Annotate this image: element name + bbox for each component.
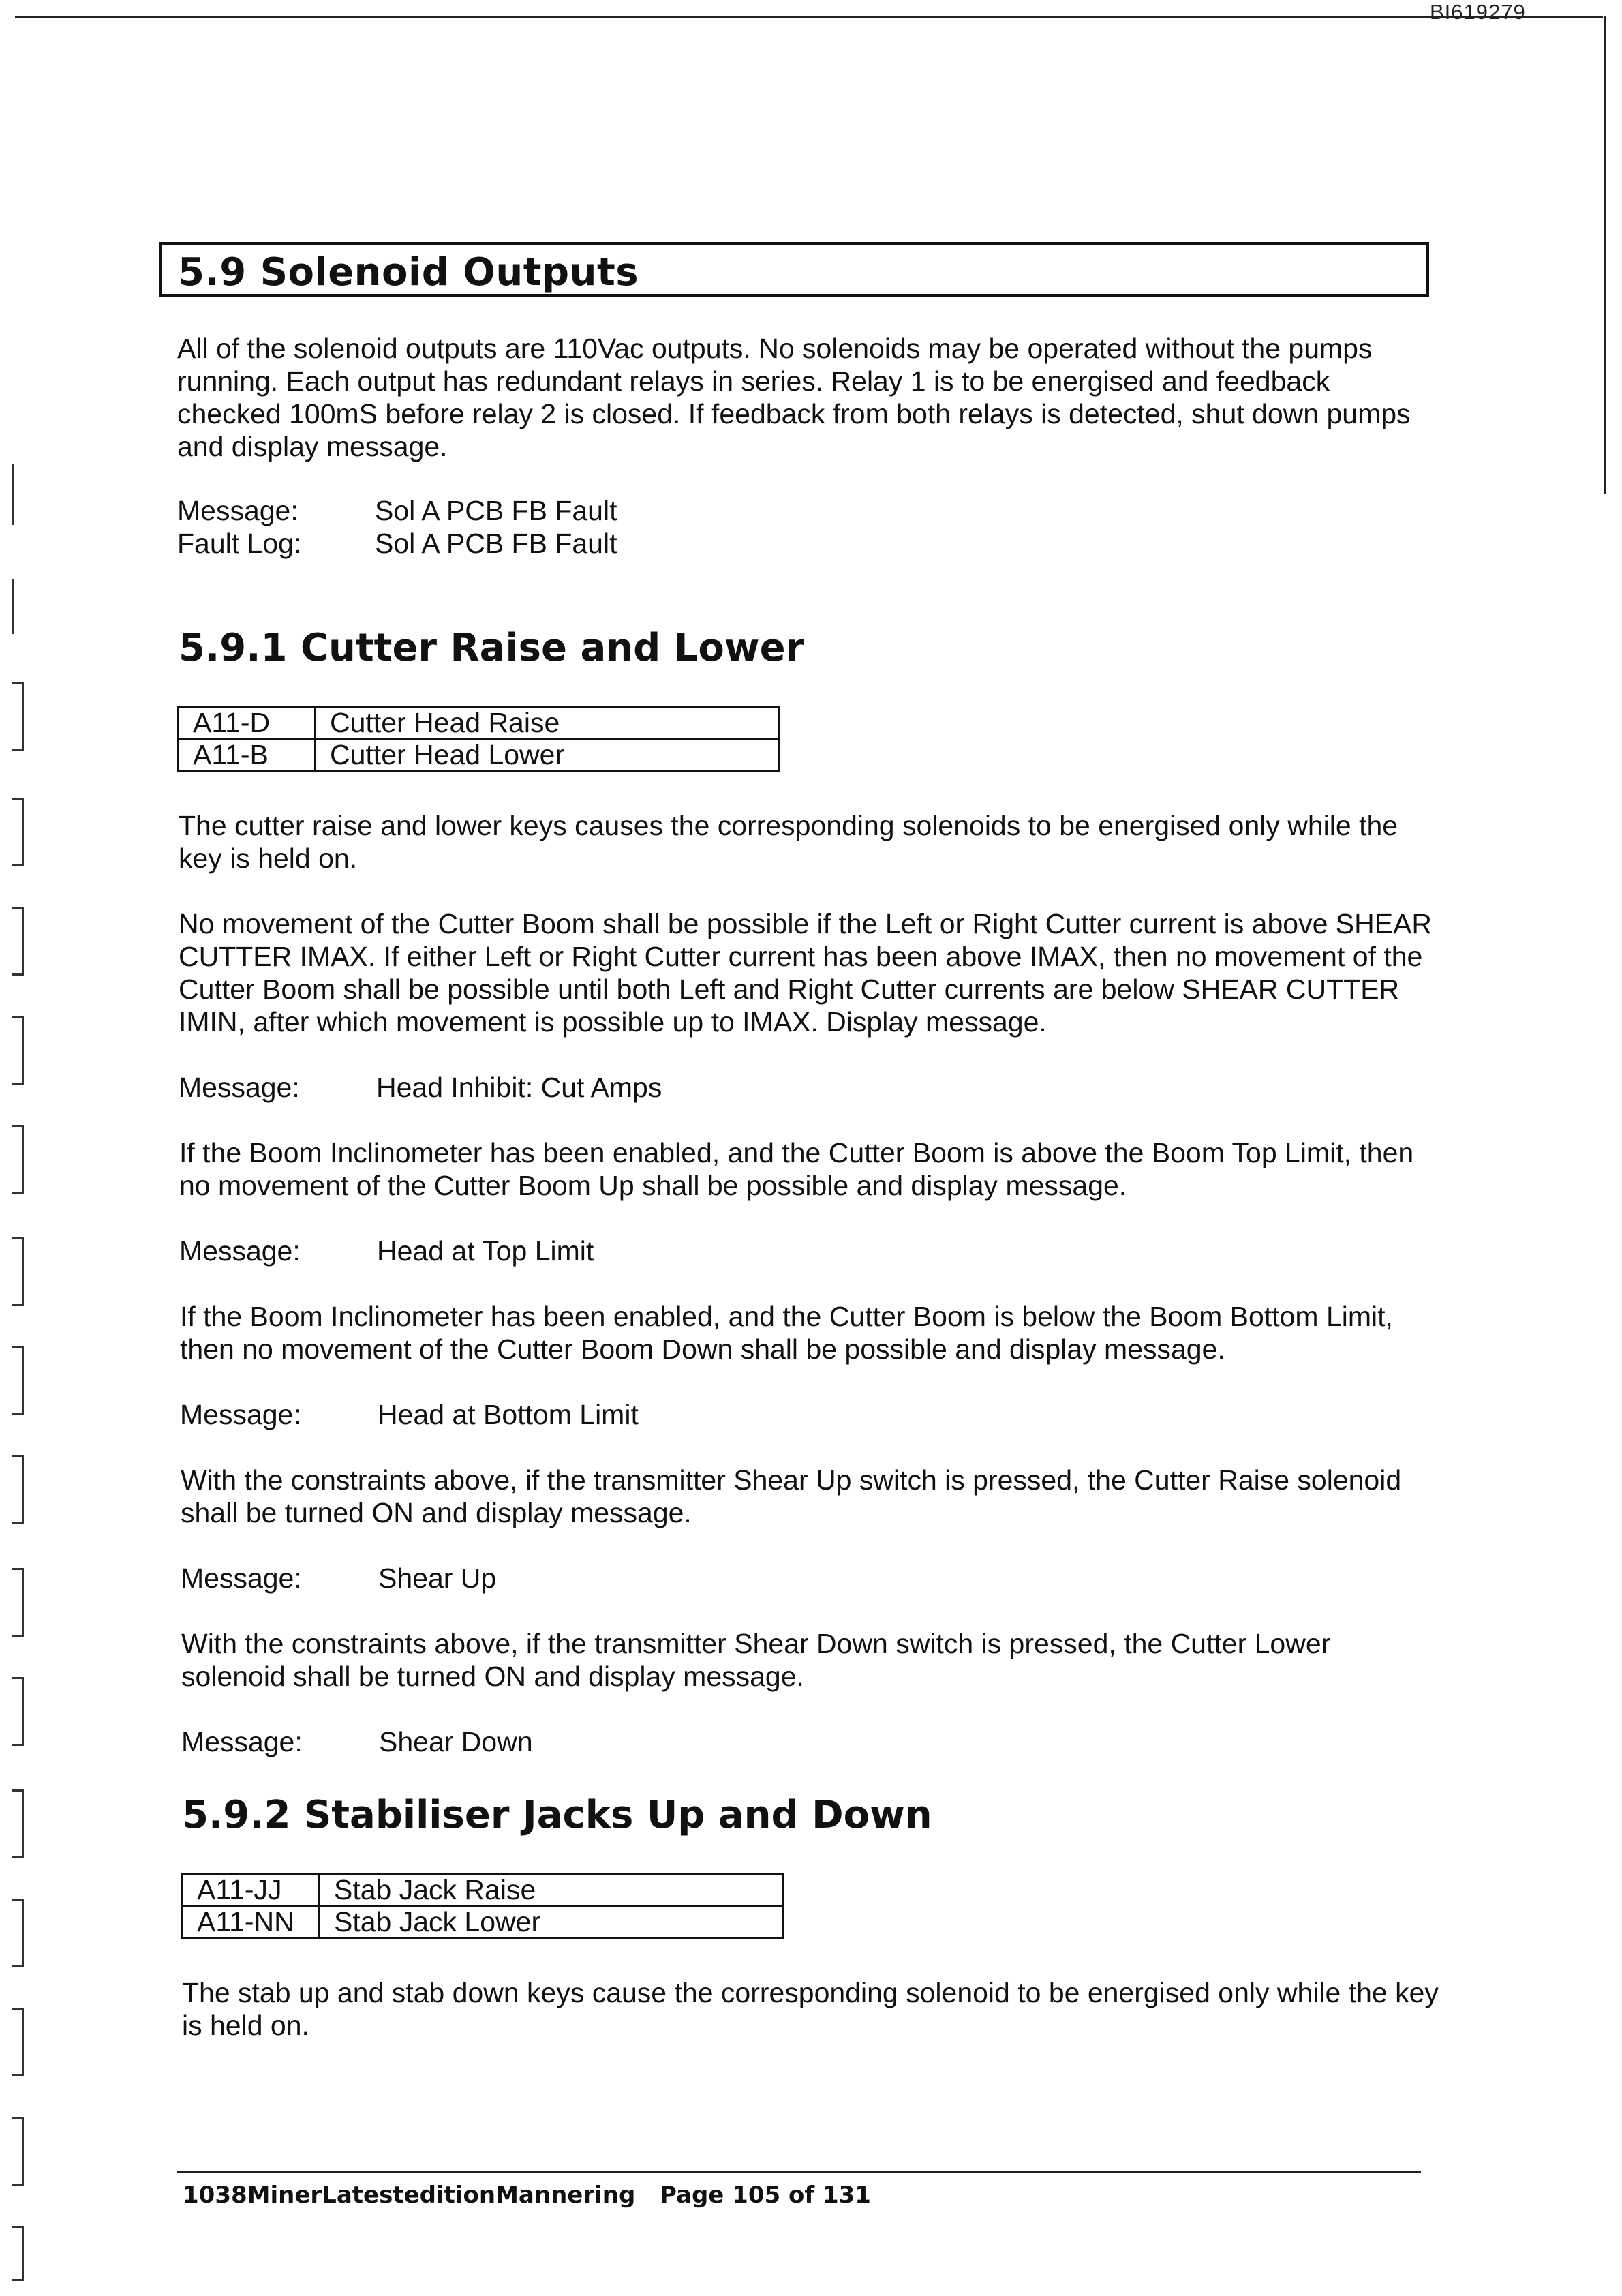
message-value: Head at Bottom Limit (378, 1399, 639, 1430)
message-line (181, 1562, 794, 1595)
cutter-paragraph-4: If the Boom Inclinometer has been enabled, and the Cutter Boom is below the Boom Bottom Limit, then no movement of the Cutter Boom Down shall be possible and display message. (180, 1301, 1393, 1365)
cutter-paragraph-6: With the constraints above, if the transmitter Shear Down switch is pressed, the Cutter Lower solenoid shall be turned ON and display message. (181, 1628, 1331, 1692)
table-row (179, 739, 780, 771)
message-value: Shear Down (379, 1726, 533, 1757)
binder-mark (12, 1789, 24, 1858)
binder-mark (12, 1455, 24, 1524)
cutter-paragraph-5: With the constraints above, if the transmitter Shear Up switch is pressed, the Cutter Raise solenoid shall be turned ON and display message. (181, 1464, 1402, 1528)
binder-mark (12, 798, 24, 866)
binder-mark (12, 1125, 24, 1194)
cutter-paragraph-1: The cutter raise and lower keys causes the corresponding solenoids to be energised only while the key is held on. (179, 810, 1398, 874)
cutter-heading: 5.9.1 Cutter Raise and Lower (179, 626, 805, 670)
footer-rule (177, 2171, 1421, 2173)
message-value: Head at Top Limit (377, 1235, 594, 1267)
message-value: Shear Up (378, 1562, 497, 1594)
cutter-paragraph-3: If the Boom Inclinometer has been enabled, and the Cutter Boom is above the Boom Top Limit, then no movement of the Cutter Boom Up shall be possible and display message. (179, 1137, 1414, 1201)
binder-mark (12, 2008, 24, 2076)
io-description: Cutter Head Raise (316, 707, 780, 739)
footer-page-number: Page 105 of 131 (660, 2181, 871, 2209)
binder-mark (12, 464, 24, 525)
binder-mark (12, 2226, 24, 2281)
binder-mark (12, 1899, 24, 1967)
message-line (180, 1398, 793, 1431)
fault-log-value: Sol A PCB FB Fault (375, 528, 617, 559)
binder-mark (12, 682, 24, 751)
footer-document-name: 1038MinerLatesteditionMannering (183, 2181, 636, 2209)
message-value: Sol A PCB FB Fault (375, 495, 617, 526)
message-label: Message: (180, 1399, 301, 1430)
message-line (179, 1071, 792, 1104)
binder-mark (12, 579, 24, 634)
document-reference: BI619279 (1430, 0, 1526, 24)
section-heading-box (159, 242, 1429, 297)
message-label: Message: (179, 1072, 300, 1103)
stab-heading: 5.9.2 Stabiliser Jacks Up and Down (182, 1793, 932, 1837)
table-row (183, 1874, 784, 1906)
message-label: Message: (181, 1562, 302, 1594)
message-line (179, 1235, 793, 1267)
binder-mark (12, 1237, 24, 1306)
margin-rule (1604, 16, 1606, 494)
io-description: Stab Jack Raise (320, 1874, 784, 1906)
message-label: Message: (181, 1726, 303, 1757)
binder-mark (12, 1016, 24, 1085)
io-code: A11-D (179, 707, 316, 739)
message-value: Head Inhibit: Cut Amps (376, 1072, 662, 1103)
binder-mark (12, 2117, 24, 2186)
binder-mark (12, 907, 24, 976)
binder-mark (12, 1568, 24, 1637)
fault-log-label: Fault Log: (177, 528, 302, 559)
binder-mark (12, 1677, 24, 1746)
header-rule (15, 16, 1603, 18)
message-label: Message: (177, 495, 299, 526)
table-row (183, 1906, 784, 1938)
table-row (179, 707, 780, 739)
stab-paragraph-1: The stab up and stab down keys cause the corresponding solenoid to be energised only while the key is held on. (182, 1977, 1439, 2041)
intro-paragraph: All of the solenoid outputs are 110Vac outputs. No solenoids may be operated without the pumps running. Each output has redundant relays in series. Relay 1 is to be energised and feedback checked 100mS before relay 2 is closed. If feedback from both relays is detected, shut down pumps and display message. (177, 333, 1411, 462)
intro-message-block (177, 494, 791, 560)
cutter-paragraph-2: No movement of the Cutter Boom shall be possible if the Left or Right Cutter current is above SHEAR CUTTER IMAX. If either Left or Right Cutter current has been above IMAX, then no movement of the Cutter Boom shall be possible until both Left and Right Cutter currents are below SHEAR CUTTER IMIN, after which movement is possible up to IMAX. Display message. (179, 908, 1433, 1038)
io-code: A11-B (179, 739, 316, 771)
cutter-io-table (177, 706, 780, 772)
io-code: A11-NN (183, 1906, 320, 1938)
io-description: Stab Jack Lower (320, 1906, 784, 1938)
message-label: Message: (179, 1235, 301, 1267)
message-line (181, 1725, 795, 1758)
section-title: 5.9 Solenoid Outputs (178, 250, 639, 294)
binder-mark (12, 1346, 24, 1415)
stab-io-table (181, 1873, 784, 1939)
io-code: A11-JJ (183, 1874, 320, 1906)
io-description: Cutter Head Lower (316, 739, 780, 771)
